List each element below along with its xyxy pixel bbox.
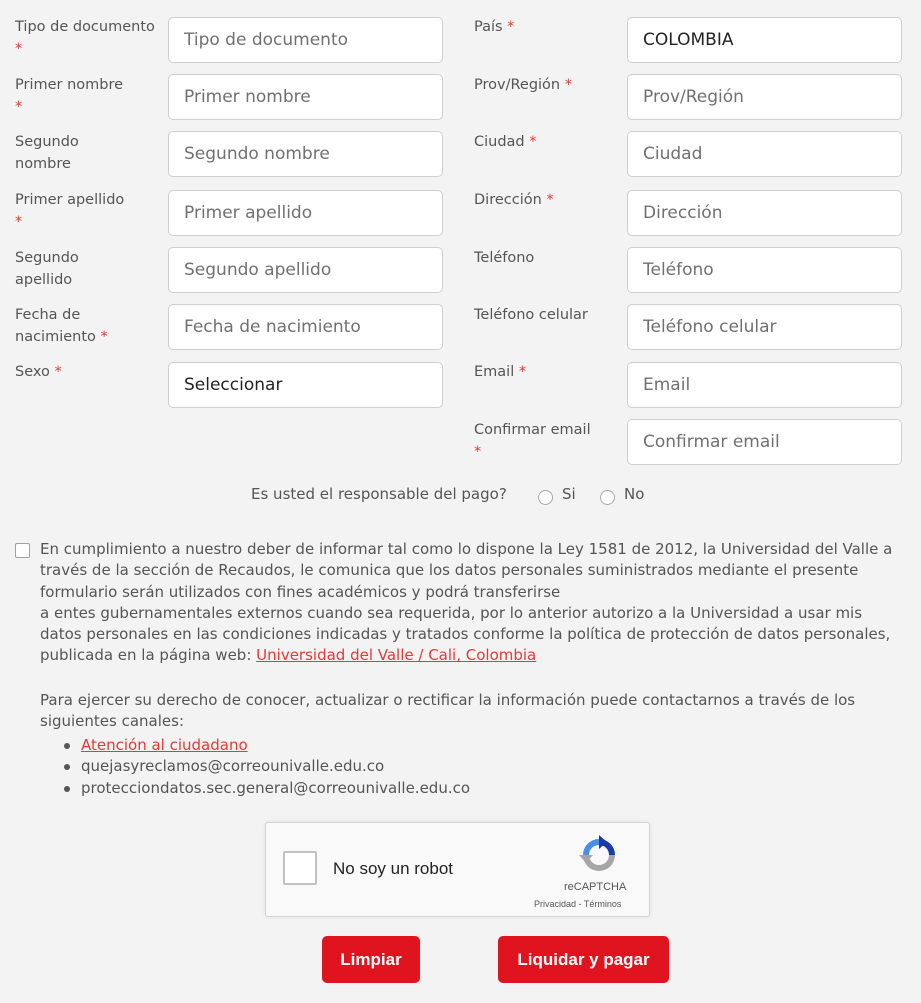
label-direccion: Dirección * [474,192,554,208]
recaptcha-widget [265,822,650,917]
recaptcha-terms-link[interactable]: Privacidad - Términos [534,899,622,909]
label-segundo-nombre: Segundo nombre [15,134,79,172]
direccion-input[interactable]: Dirección [627,190,902,236]
consent-text-2: a entes gubernamentales externos cuando sea requerida, por lo anterior autorizo a la Universidad a usar mis datos personales en las condiciones indicadas y tratados conforme la política de protección de datos personales, publicada en la página web: Universidad del Valle / Cali, Colombia [40,603,891,665]
radio-si[interactable] [538,490,553,505]
list-item [63,778,470,799]
channels-list [63,735,470,799]
quejas-email: quejasyreclamos@correounivalle.edu.co [81,757,385,776]
consent-text [40,539,900,667]
primer-nombre-input[interactable]: Primer nombre [168,74,443,120]
telefono-input[interactable]: Teléfono [627,247,902,293]
list-item [63,756,470,777]
rights-text: Para ejercer su derecho de conocer, actualizar o rectificar la información puede contactarnos a través de los siguientes canales: [40,691,856,731]
consent-checkbox[interactable] [15,543,30,558]
label-fecha-nacimiento: Fecha de nacimiento * [15,307,108,345]
label-sexo: Sexo * [15,364,62,380]
univalle-link[interactable]: Universidad del Valle / Cali, Colombia [256,646,537,665]
radio-no-label: No [624,485,645,503]
proteccion-email: protecciondatos.sec.general@correounivalle.edu.co [81,778,471,797]
label-primer-apellido: Primer apellido * [15,192,125,230]
label-pais: País * [474,19,515,35]
label-telefono-celular: Teléfono celular [474,307,588,323]
recaptcha-checkbox[interactable] [283,851,317,885]
list-item [63,735,470,756]
label-confirmar-email: Confirmar email * [474,422,591,460]
radio-no[interactable] [600,490,615,505]
atencion-ciudadano-link[interactable]: Atención al ciudadano [81,736,248,754]
ciudad-input[interactable]: Ciudad [627,131,902,177]
pay-button[interactable]: Liquidar y pagar [498,936,669,983]
sexo-select[interactable]: Seleccionar [168,362,443,408]
segundo-nombre-input[interactable]: Segundo nombre [168,131,443,177]
label-primer-nombre: Primer nombre * [15,77,124,115]
prov-region-input[interactable]: Prov/Región [627,74,902,120]
label-prov-region: Prov/Región * [474,77,572,93]
recaptcha-brand: reCAPTCHA [564,881,627,893]
email-input[interactable]: Email [627,362,902,408]
consent-text-1: En cumplimiento a nuestro deber de informar tal como lo dispone la Ley 1581 de 2012, la Universidad del Valle a través de la sección de Recaudos, le comunica que los datos personales suministrados mediante el presente formulario serán utilizados con fines académicos y podrá transferirse [40,540,893,601]
recaptcha-logo-icon [579,835,619,875]
label-telefono: Teléfono [474,250,535,266]
primer-apellido-input[interactable]: Primer apellido [168,190,443,236]
confirmar-email-input[interactable]: Confirmar email [627,419,902,465]
radio-si-label: Si [562,485,576,503]
segundo-apellido-input[interactable]: Segundo apellido [168,247,443,293]
payer-question: Es usted el responsable del pago? [251,485,507,503]
clear-button[interactable]: Limpiar [322,936,420,983]
label-ciudad: Ciudad * [474,134,537,150]
label-email: Email * [474,364,527,380]
label-segundo-apellido: Segundo apellido [15,250,79,288]
label-tipo-documento: Tipo de documento * [15,19,155,57]
tipo-documento-input[interactable]: Tipo de documento [168,17,443,63]
recaptcha-label: No soy un robot [333,859,454,878]
telefono-celular-input[interactable]: Teléfono celular [627,304,902,350]
pais-select[interactable]: COLOMBIA [627,17,902,63]
fecha-nacimiento-input[interactable]: Fecha de nacimiento [168,304,443,350]
